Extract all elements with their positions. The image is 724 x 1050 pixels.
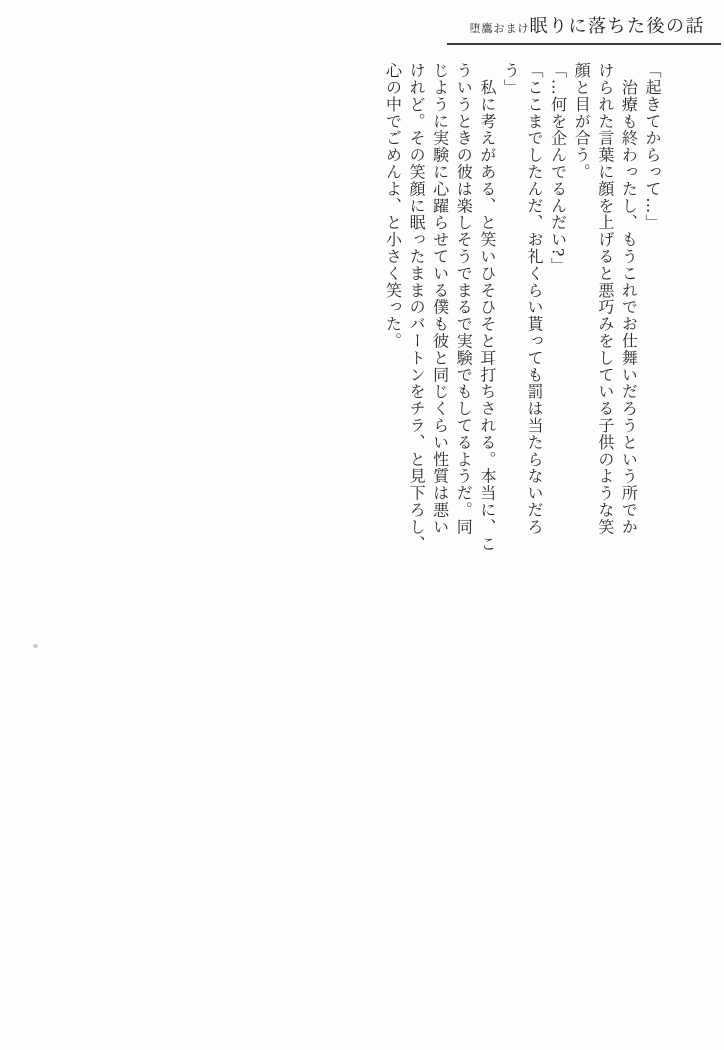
page-title: 眠りに落ちた後の話 (529, 16, 705, 37)
text-line: けられた言葉に顔を上げると悪巧みをしている子供のような笑 (595, 62, 615, 536)
text-line: 「…何を企んでるんだい?」 (548, 62, 568, 275)
text-line: 治療も終わったし、もうこれでお仕舞いだろうという所でか (619, 62, 639, 536)
text-line: 「起きてからって…」 (643, 62, 662, 231)
text-line: 心の中でごめんよ、と小さく笑った。 (383, 62, 403, 350)
scan-speck (33, 644, 38, 648)
text-line: ういうときの彼は楽しそうでまるで実験でもしてるようだ。同 (454, 62, 474, 536)
header-series-label: 堕鷹おまけ (469, 22, 530, 35)
text-line: 顔と目が合う。 (572, 62, 592, 181)
text-line: けれど。その笑顔に眠ったままのバートンをチラ、と見下ろし、 (407, 62, 427, 553)
page-header (447, 12, 721, 45)
text-line: う」 (501, 62, 521, 96)
vertical-text-block (381, 62, 664, 553)
text-line: じように実験に心躍らせている僕も彼と同じくらい性質は悪い (430, 62, 450, 536)
text-line: 「ここまでしたんだ、お礼くらい貰っても罰は当たらないだろ (525, 62, 545, 536)
text-line: 私に考えがある、と笑いひそひそと耳打ちされる。本当に、こ (477, 62, 497, 553)
